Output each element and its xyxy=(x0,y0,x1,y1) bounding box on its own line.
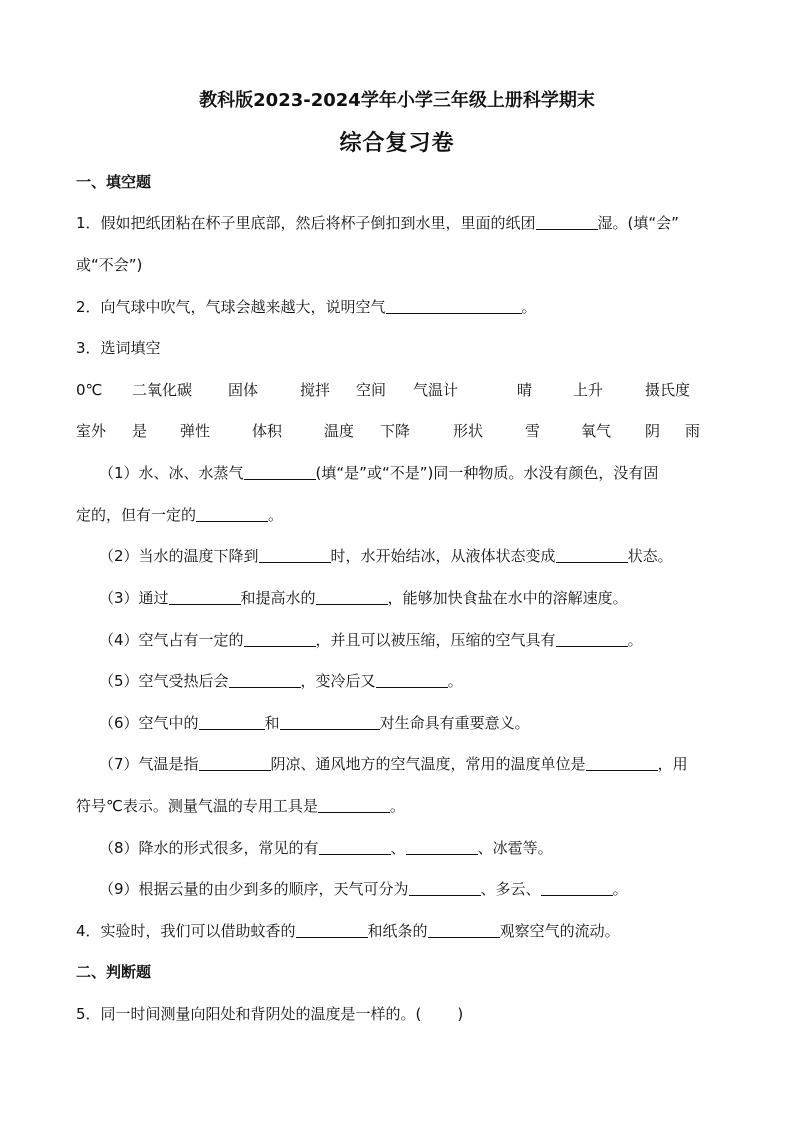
answer-blank[interactable] xyxy=(541,879,613,896)
section-heading-fill-in: 一、填空题 xyxy=(76,173,152,191)
word-bank-item: 温度 xyxy=(324,422,355,440)
answer-blank[interactable] xyxy=(196,505,268,522)
subquestion-3 xyxy=(99,588,749,608)
question-text: 对生命具有重要意义。 xyxy=(379,714,530,732)
word-bank-item: 氧气 xyxy=(581,422,612,440)
question-2 xyxy=(76,297,726,317)
word-bank-item: 雪 xyxy=(525,422,541,440)
question-1-continued xyxy=(76,255,726,275)
question-text: ，并且可以被压缩，压缩的空气具有 xyxy=(315,631,556,649)
answer-blank[interactable] xyxy=(229,671,301,688)
question-text: 观察空气的流动。 xyxy=(499,922,620,940)
word-bank-item: 下降 xyxy=(380,422,411,440)
section-heading-true-false: 二、判断题 xyxy=(76,963,152,981)
word-bank-item: 搅拌 xyxy=(300,381,331,399)
answer-blank[interactable] xyxy=(319,838,391,855)
question-text: （6）空气中的 xyxy=(99,714,199,732)
word-bank-item: 固体 xyxy=(228,381,259,399)
question-text: 和 xyxy=(264,714,280,732)
word-bank-item: 弹性 xyxy=(180,422,211,440)
answer-blank[interactable] xyxy=(428,921,500,938)
question-text: （4）空气占有一定的 xyxy=(99,631,244,649)
word-bank-item: 摄氏度 xyxy=(645,381,691,399)
subquestion-1 xyxy=(99,463,729,483)
answer-blank[interactable] xyxy=(386,297,522,314)
question-text: 、冰雹等。 xyxy=(477,839,553,857)
answer-blank[interactable] xyxy=(296,921,368,938)
question-text: （5）空气受热后会 xyxy=(99,672,229,690)
question-text: 、 xyxy=(390,839,406,857)
question-text: 。 xyxy=(627,631,643,649)
question-text: (填“是”或“不是”)同一种物质。水没有颜色，没有固 xyxy=(315,464,659,482)
question-1 xyxy=(76,213,726,233)
question-3-heading: 3．选词填空 xyxy=(76,339,161,357)
question-text: （8）降水的形式很多，常见的有 xyxy=(99,839,319,857)
answer-blank[interactable] xyxy=(409,879,481,896)
word-bank-item: 0℃ xyxy=(76,381,103,399)
answer-blank[interactable] xyxy=(406,838,478,855)
question-text: ，变冷后又 xyxy=(300,672,376,690)
question-text: 。 xyxy=(612,880,628,898)
subquestion-6 xyxy=(99,713,749,733)
answer-blank[interactable] xyxy=(316,588,388,605)
answer-blank[interactable] xyxy=(536,213,598,230)
answer-blank[interactable] xyxy=(318,796,390,813)
answer-blank[interactable] xyxy=(376,671,448,688)
subquestion-9 xyxy=(99,879,749,899)
question-text: ，用 xyxy=(657,755,688,773)
question-text: ，能够加快食盐在水中的溶解速度。 xyxy=(387,589,628,607)
question-text: （2）当水的温度下降到 xyxy=(99,547,259,565)
subquestion-1-continued xyxy=(76,505,726,525)
question-text: 2．向气球中吹气，气球会越来越大，说明空气 xyxy=(76,298,386,316)
page-title: 教科版2023-2024学年小学三年级上册科学期末 xyxy=(199,90,595,111)
word-bank-item: 阴 xyxy=(645,422,661,440)
word-bank-item: 体积 xyxy=(252,422,283,440)
question-text: （3）通过 xyxy=(99,589,169,607)
question-text: 湿。(填“会” xyxy=(597,214,679,232)
subquestion-7 xyxy=(99,754,729,774)
question-text: 。 xyxy=(521,298,537,316)
word-bank-item: 是 xyxy=(132,422,148,440)
answer-blank[interactable] xyxy=(199,754,271,771)
word-bank-item: 雨 xyxy=(685,422,701,440)
answer-blank[interactable] xyxy=(586,754,658,771)
answer-blank[interactable] xyxy=(244,463,316,480)
word-bank-item: 室外 xyxy=(76,422,107,440)
word-bank-item: 气温计 xyxy=(413,381,459,399)
page-subtitle: 综合复习卷 xyxy=(339,131,455,156)
word-bank-item: 上升 xyxy=(573,381,604,399)
question-text: （9）根据云量的由少到多的顺序，天气可分为 xyxy=(99,880,409,898)
question-4 xyxy=(76,921,726,941)
answer-blank[interactable] xyxy=(244,630,316,647)
question-text: 5．同一时间测量向阳处和背阴处的温度是一样的。( xyxy=(76,1005,422,1023)
word-bank-item: 二氧化碳 xyxy=(132,381,193,399)
question-text: 。 xyxy=(447,672,463,690)
answer-blank[interactable] xyxy=(556,630,628,647)
subquestion-7-continued xyxy=(76,796,726,816)
subquestion-8 xyxy=(99,838,749,858)
question-text: 1．假如把纸团粘在杯子里底部，然后将杯子倒扣到水里，里面的纸团 xyxy=(76,214,536,232)
answer-blank[interactable] xyxy=(169,588,241,605)
question-text: 符号℃表示。测量气温的专用工具是 xyxy=(76,797,318,815)
answer-blank[interactable] xyxy=(280,713,380,730)
question-text: 。 xyxy=(268,506,284,524)
question-text: 阴凉、通风地方的空气温度，常用的温度单位是 xyxy=(270,755,586,773)
question-text: 和纸条的 xyxy=(367,922,428,940)
answer-blank[interactable] xyxy=(199,713,265,730)
question-text: 4．实验时，我们可以借助蚊香的 xyxy=(76,922,296,940)
question-text: （1）水、冰、水蒸气 xyxy=(99,464,244,482)
subquestion-2 xyxy=(99,546,749,566)
question-text: 定的，但有一定的 xyxy=(76,506,197,524)
question-text: 。 xyxy=(389,797,405,815)
question-text: （7）气温是指 xyxy=(99,755,199,773)
question-text: 和提高水的 xyxy=(240,589,316,607)
word-bank-item: 晴 xyxy=(517,381,533,399)
question-text: 、多云、 xyxy=(480,880,541,898)
word-bank-item: 空间 xyxy=(356,381,387,399)
question-5 xyxy=(76,1004,726,1024)
question-text: 状态。 xyxy=(627,547,673,565)
subquestion-4 xyxy=(99,630,749,650)
word-bank-item: 形状 xyxy=(453,422,484,440)
answer-blank[interactable] xyxy=(556,546,628,563)
question-text: 时，水开始结冰，从液体状态变成 xyxy=(330,547,556,565)
subquestion-5 xyxy=(99,671,749,691)
question-text: 或“不会”) xyxy=(76,256,143,274)
question-text: ) xyxy=(457,1005,464,1023)
answer-blank[interactable] xyxy=(259,546,331,563)
